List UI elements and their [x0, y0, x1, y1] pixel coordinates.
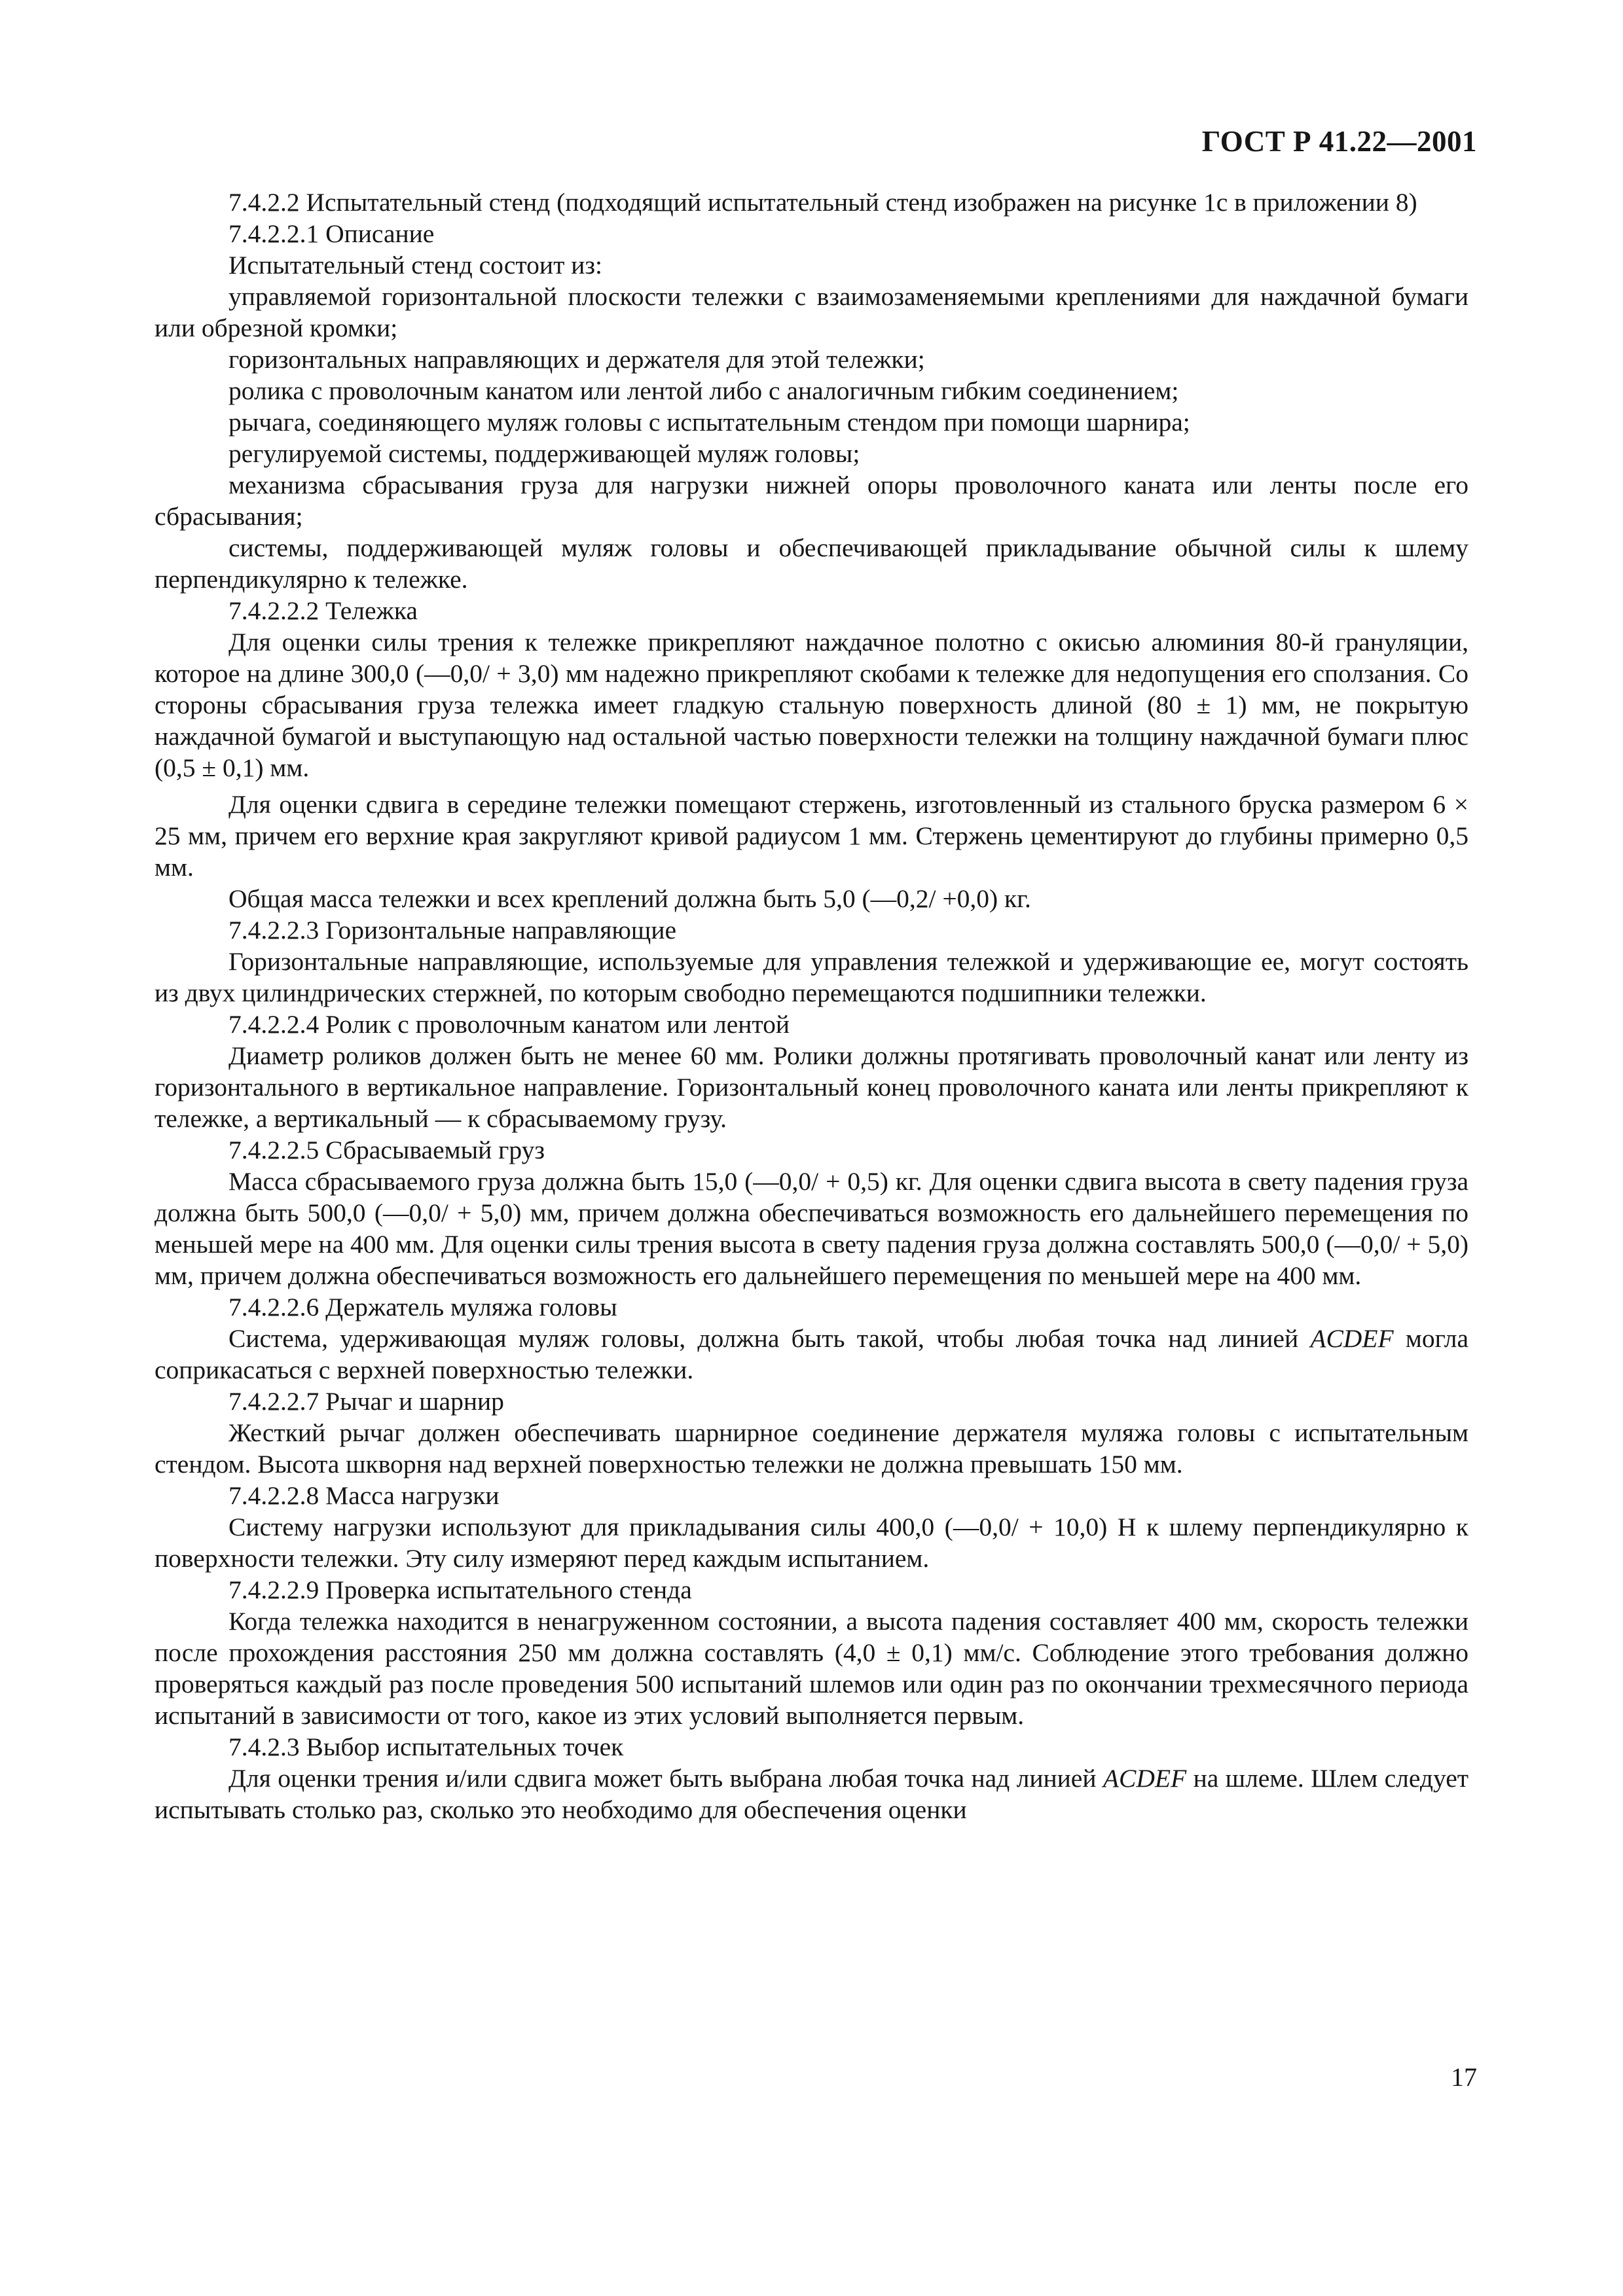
paragraph: механизма сбрасывания груза для нагрузки нижней опоры проволочного каната или ленты после его сбрасывания; [155, 471, 1468, 531]
paragraph: горизонтальных направляющих и держателя для этой тележки; [228, 345, 925, 374]
paragraph: 7.4.2.2.8 Масса нагрузки [228, 1481, 500, 1510]
document-body [155, 187, 1468, 1825]
paragraph: 7.4.2.2.2 Тележка [228, 596, 418, 625]
paragraph-text: Система, удерживающая муляж головы, должна быть такой, чтобы любая точка над линией [228, 1324, 1311, 1353]
paragraph: Когда тележка находится в ненагруженном состоянии, а высота падения составляет 400 мм, скорость тележки после прохождения расстояния 250 мм должна составлять (4,0 ± 0,1) мм/с. Соблюдение этого требования должно проверяться каждый раз после проведения 500 испытаний шлемов или один раз по окончании трехмесячного периода испытаний в зависимости от того, какое из этих условий выполняется первым. [155, 1607, 1468, 1730]
paragraph: Масса сбрасываемого груза должна быть 15,0 (—0,0/ + 0,5) кг. Для оценки сдвига высота в свету падения груза должна быть 500,0 (—0,0/ + 5,0) мм, причем должна обеспечиваться возможность его дальнейшего перемещения по меньшей мере на 400 мм. Для оценки силы трения высота в свету падения груза должна составлять 500,0 (—0,0/ + 5,0) мм, причем должна обеспечиваться возможность его дальнейшего перемещения по меньшей мере на 400 мм. [155, 1167, 1468, 1290]
paragraph: Систему нагрузки используют для прикладывания силы 400,0 (—0,0/ + 10,0) Н к шлему перпендикулярно к поверхности тележки. Эту силу измеряют перед каждым испытанием. [155, 1513, 1468, 1573]
paragraph [155, 1323, 1468, 1386]
page-number: 17 [1451, 2062, 1477, 2092]
paragraph: Испытательный стенд состоит из: [228, 251, 602, 279]
paragraph-text: могла соприкасаться с верхней поверхностью тележки. [155, 1324, 1469, 1384]
line-designation: ACDEF [1310, 1324, 1394, 1353]
paragraph: Для оценки сдвига в середине тележки помещают стержень, изготовленный из стального бруска размером 6 × 25 мм, причем его верхние края закругляют кривой радиусом 1 мм. Стержень цементируют до глубины примерно 0,5 мм. [155, 790, 1468, 882]
paragraph: Для оценки силы трения к тележке прикрепляют наждачное полотно с окисью алюминия 80-й грануляции, которое на длине 300,0 (—0,0/ + 3,0) мм надежно прикрепляют скобами к тележке для недопущения его сползания. Со стороны сбрасывания груза тележка имеет гладкую стальную поверхность длиной (80 ± 1) мм, не покрытую наждачной бумагой и выступающую над остальной частью поверхности тележки на толщину наждачной бумаги плюс (0,5 ± 0,1) мм. [155, 628, 1468, 782]
paragraph: Горизонтальные направляющие, используемые для управления тележкой и удерживающие ее, могут состоять из двух цилиндрических стержней, по которым свободно перемещаются подшипники тележки. [155, 947, 1468, 1007]
paragraph: Диаметр роликов должен быть не менее 60 мм. Ролики должны протягивать проволочный канат или ленту из горизонтального в вертикальное направление. Горизонтальный конец проволочного каната или ленты прикрепляют к тележке, а вертикальный — к сбрасываемому грузу. [155, 1041, 1468, 1133]
paragraph: рычага, соединяющего муляж головы с испытательным стендом при помощи шарнира; [228, 408, 1190, 437]
paragraph: 7.4.2.2 Испытательный стенд (подходящий испытательный стенд изображен на рисунке 1с в приложении 8) [228, 188, 1417, 217]
paragraph: Общая масса тележки и всех креплений должна быть 5,0 (—0,2/ +0,0) кг. [228, 884, 1031, 913]
paragraph: 7.4.2.2.7 Рычаг и шарнир [228, 1387, 504, 1416]
paragraph: 7.4.2.2.4 Ролик с проволочным канатом или лентой [228, 1010, 790, 1039]
paragraph-text: на шлеме. Шлем следует испытывать столько раз, сколько это необходимо для обеспечения оценки [155, 1764, 1468, 1824]
paragraph-text: Для оценки трения и/или сдвига может быть выбрана любая точка над линией [228, 1764, 1103, 1793]
document-header: ГОСТ Р 41.22—2001 [1201, 125, 1477, 158]
paragraph: управляемой горизонтальной плоскости тележки с взаимозаменяемыми креплениями для наждачной бумаги или обрезной кромки; [155, 282, 1468, 342]
paragraph: 7.4.2.2.5 Сбрасываемый груз [228, 1136, 545, 1164]
paragraph: 7.4.2.2.9 Проверка испытательного стенда [228, 1575, 692, 1604]
paragraph: 7.4.2.2.6 Держатель муляжа головы [228, 1293, 617, 1321]
paragraph: 7.4.2.2.1 Описание [228, 219, 435, 248]
paragraph: Жесткий рычаг должен обеспечивать шарнирное соединение держателя муляжа головы с испытательным стендом. Высота шкворня над верхней поверхностью тележки не должна превышать 150 мм. [155, 1418, 1468, 1479]
paragraph: регулируемой системы, поддерживающей муляж головы; [228, 439, 860, 468]
paragraph [155, 1763, 1468, 1825]
line-designation: ACDEF [1103, 1764, 1187, 1793]
paragraph: ролика с проволочным канатом или лентой либо с аналогичным гибким соединением; [228, 376, 1179, 405]
paragraph: системы, поддерживающей муляж головы и обеспечивающей прикладывание обычной силы к шлему перпендикулярно к тележке. [155, 533, 1468, 594]
paragraph: 7.4.2.2.3 Горизонтальные направляющие [228, 916, 676, 944]
paragraph: 7.4.2.3 Выбор испытательных точек [228, 1732, 624, 1761]
